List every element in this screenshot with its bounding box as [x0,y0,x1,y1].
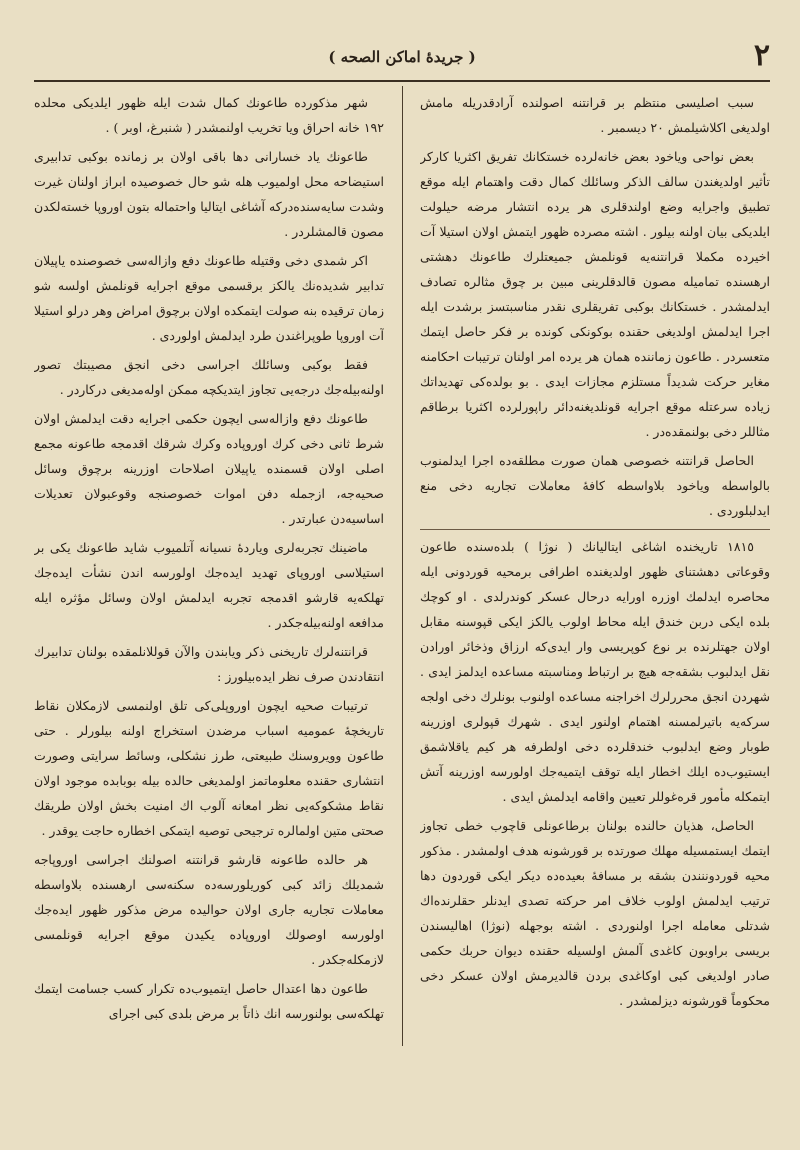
paragraph: طاعونك ياد خسارانى دها باقى اولان بر زمانده بوكبى تدابيرى استيضاحه محل اولميوب هله شو حال خصوصيده ابراز اولنان غيرت وشدت سايه‌سنده‌دركه آشاغى ايتاليا واحتماله بتون اوروپا خسته‌لكدن مصون قالمشلردر . [34,149,384,239]
paragraph: طاعونك دفع وازاله‌سى ايچون حكمى اجرايه دقت ايدلمش اولان شرط ثانى دخى كرك اوروپاده وكرك شرقك اقدمجه طاعونه مجمع اصلى اولان قسمنده ياپيلان اصلاحات اوزرينه برچوق وسائل صحيه‌جه، ازجمله دفن اموات خصوصنجه وقوعبولان تعديلات اساسيه‌دن عبارتدر . [34,411,384,526]
paragraph: الحاصل قرانتنه خصوصى همان صورت مطلقه‌ده اجرا ايدلمنوب بالواسطه وياخود بلاواسطه كافۀ معاملات تجاريه دخى منع ايدلبلوردى . [420,448,770,530]
paragraph: الحاصل، هذيان حالنده بولنان برطاعونلى قاچوب خطى تجاوز ايتمك ايستمسيله مهلك صورتده بر قورشونه هدف اولمشدر . مذكور محيه قوردوننندن بشقه بر مسافۀ بعيده‌ده ديكر ايكى قوردون دها ترتيب ايدلمش اولوب خلاف امر حركته تصدى ايدنلر حقلرنده‌اك شدتلى معامله اجرا اولنوردى . اشته بوجهله (نوژا) اهاليسندن بريسى براوبون كاغدى آلمش اولسيله حقنده ديوان حربك حكمى صادر اولديغى كبى اوكاغدى بردن قالديرمش اولان عسكر دخى محكوماً قورشونه ديزلمشدر . [420,818,770,1008]
page-number: ٢ [753,38,770,73]
paragraph: هر حالده طاعونه قارشو قرانتنه اصولنك اجراسى اوروپاجه شمديلك زائد كبى كوريلورسه‌ده سكنه‌سى ارهسنده بلاواسطه معاملات تجاريه جارى اولان حواليده مرض مذكور ظهور ايده‌جك اولورسه اوصولك اوروپاده يكيدن موقع اجرايه قونلمسى لازمكله‌جكدر . [34,852,384,967]
column-divider [402,86,403,1046]
header-rule [34,80,770,82]
paragraph: ماضينك تجربه‌لرى وياردۀ نسيانه آتلميوب شايد طاعونك يكى بر استيلاسى اوروپاى تهديد ايده‌جك اولورسه اندن نشأت ايده‌جك تهلكه‌يه قارشو اقدمجه تجربه ايدلمش اولان وسائل مؤثره ايله مدافعه اولنه‌بيله‌جكدر . [34,540,384,630]
paragraph: قرانتنه‌لرك تاريخنى ذكر ويابندن والآن قوللانلمقده بولنان تدابيرك انتقادندن صرف نظر ايده‌بيلورز : [34,644,384,684]
right-column [420,90,770,1050]
paragraph: فقط بوكبى وسائلك اجراسى دخى انجق مصيبتك تصور اولنه‌بيله‌جك درجه‌يى تجاوز ايتديكچه ممكن اوله‌مديغى دركاردر . [34,357,384,397]
paragraph: بعض نواحى وياخود بعض خانه‌لرده خستكانك تفريق اكثريا كاركر تأثير اولديغندن سالف الذكر وسائلك كمال دقت واهتمام ايله موقع تطبيق واجرايه وضع اولندقلرى هر يرده انتشار مرضه حيلولت ايلديكى بيان اولنه بيلور . اشته مصرده ظهور ايتمش اولان استيلا آت اخيرده مكملا قرانتنه‌يه قونلمش جميعتلرك طاعونك دهشتى ارهسنده تماميله مصون قالدقلرينى مبين بر چوق مثالره تصادف ايدلمشدر . خستكانك بوكبى تفريقلرى نقدر مناسبتسز برشدت ايله اجرا ايدلمش اولديغى حقنده بوكونكى كونده بر فكر حاصل ايتمك متعسردر . طاعون زماننده همان هر يرده امر اولنان ترتيبات احكامنه مغاير حركت شديداً مستلزم مجازات ايدى . بو بولده‌كى تهديداتك زياده سرعتله موقع اجرايه قونلديغنه‌دائر راپورلرده اكثريا برطاقم مثاللر دخى بولنمقده‌در . [420,149,770,439]
running-title: ( جريدۀ اماكن الصحه ) [328,48,476,66]
paragraph: طاعون دها اعتدال حاصل ايتميوب‌ده تكرار كسب جسامت ايتمك تهلكه‌سى بولنورسه انك ذاتاً بر مرض بلدى كبى اجراى [34,981,384,1021]
paragraph: ١٨١٥ تاريخنده اشاغى ايتاليانك ( نوژا ) بلده‌سنده طاعون وقوعاتى دهشتناى ظهور اولديغنده اطرافى برمحيه قوردونى ايله محاصره ايدلمك اوزره اورايه درحال عسكر كوندرلدى . او كوچك بلده ايكى دربن خندق ايله محاط اولوب يالكز ايكى قپوسنه مقابل اولان جهتلرنده بر نوع كوپريسى وار ايدى‌كه ارزاق وذخائر اورادن نقل ايدلبوب بشقه‌جه هيچ بر ارتباط ومناسبته مساعده ايدلمز ايدى . شهردن انجق محررلرك اخراجنه مساعده اولنوب بونلرك دخى اولجه سركه‌يه باتيرلمسنه اهتمام اولنور ايدى . شهرك قپولرى اوزرينه طوبار وضع ايدلبوب خندقلرده دخى اولطرفه هر كيم ياقلاشمق ايستيوب‌ده ايلك اخطار ايله توقف ايتميه‌جك اولورسه اوزرينه آتش ايتمكله مأمور قره‌غوللر تعيين واقامه ايدلمش ايدى . [420,539,770,804]
paragraph: سبب اصليسى منتظم بر قرانتنه اصولنده آرادقدريله مامش اولديغى اكلاشيلمش ٢٠ ديسمبر . [420,95,770,135]
left-column [34,90,384,1050]
paragraph: ترتيبات صحيه ايچون اوروپلى‌كى تلق اولنمسى لازمكلان نقاط تاريخچۀ عموميه اسباب مرضدن استخراج اولنه بيلورلر . حتى طاعون وويروسنك طبيعتى، طرز نشكلى، وسائط سرايتى وصورت انتشارى حقنده معلوماتمز اولمديغى حالده بيله بوبابده موجود اولان نقاط مشكوكه‌يى نظر امعانه آلوب اك امنيت بخش اولان طريقك صحتى متين اولمالره ترجيحى توصيه ايتمكى اخطاره حاجت يوقدر . [34,698,384,838]
paragraph: اكر شمدى دخى وقتيله طاعونك دفع وازاله‌سى خصوصنده ياپيلان تدابير شديده‌نك يالكز برقسمى موقع اجرايه قونلمش اولسه شو زمان ترقيده بنه صولت ايتمكده اولان برچوق امراض وهر درلو استيلا آت اوروپا طوپراغندن طرد ايدلمش اولوردى . [34,253,384,343]
paragraph: شهر مذكورده طاعونك كمال شدت ايله ظهور ايلديكى محلده ١٩٢ خانه احراق ويا تخريب اولنمشدر ( شنبرغ، اوبر ) . [34,95,384,135]
page-header [34,38,770,78]
newspaper-page [34,30,770,1130]
